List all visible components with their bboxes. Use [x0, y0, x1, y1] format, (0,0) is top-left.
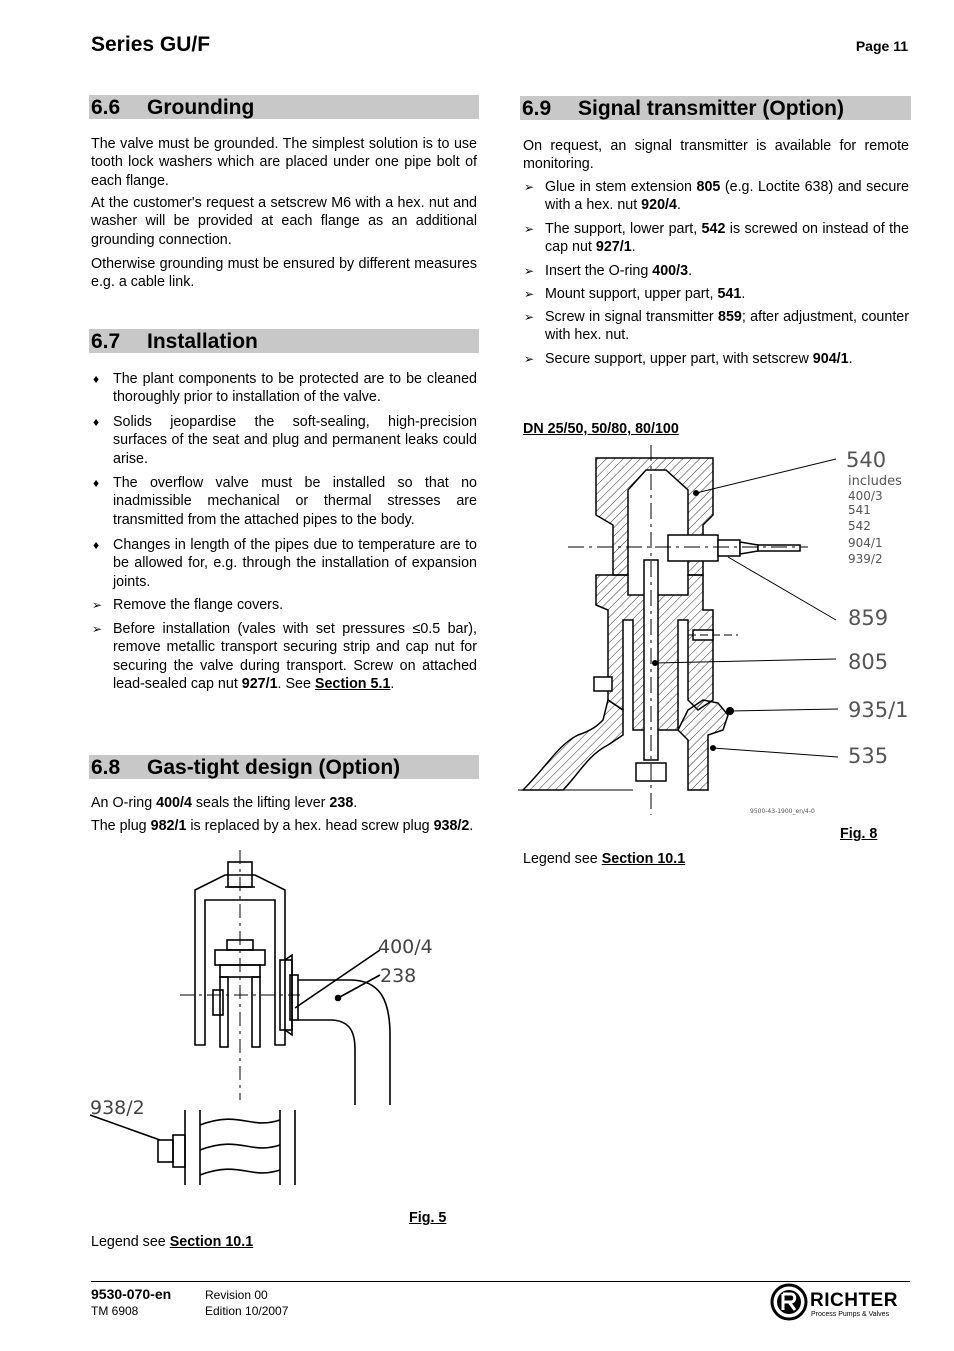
list-item: Solids jeopardise the soft-sealing, high-precision surfaces of the seat and plug and permanent leaks could arise. — [113, 414, 477, 467]
list-item: Remove the flange covers. — [113, 597, 284, 613]
list-item: Insert the O-ring 400/3. — [545, 263, 693, 279]
bullet-arrow-icon: ➢ — [524, 264, 535, 278]
list-item: Changes in length of the pipes due to temperature are to be allowed for, e.g. through the installation of expansion joints. — [113, 537, 477, 590]
section-title: Gas-tight design (Option) — [147, 756, 401, 779]
callout-label: 238 — [380, 965, 417, 987]
paragraph: On request, an signal transmitter is available for remote monitoring. — [523, 138, 909, 173]
bullet-arrow-icon: ➢ — [524, 310, 535, 324]
figure-8-drawing — [518, 445, 910, 820]
paragraph: The valve must be grounded. The simplest solution is to use tooth lock washers which are placed under one pipe bolt of each flange. — [91, 136, 477, 189]
bullet-arrow-icon: ➢ — [524, 352, 535, 366]
list-item: Mount support, upper part, 541. — [545, 286, 746, 302]
callout-label: 400/4 — [378, 936, 433, 958]
document-number: 9530-070-en — [91, 1286, 172, 1302]
callout-label: 535 — [848, 744, 889, 768]
list-item: Glue in stem extension 805 (e.g. Loctite 638) and secure with a hex. nut 920/4. — [545, 179, 909, 214]
section-title: Installation — [147, 330, 258, 353]
section-heading-6-7 — [89, 329, 479, 353]
callout-label: 541 — [848, 503, 871, 517]
callout-label: 939/2 — [848, 552, 883, 566]
bullet-diamond-icon: ♦ — [93, 476, 100, 490]
callout-label: 540 — [846, 448, 887, 472]
callout-label: includes — [848, 474, 902, 489]
bullet-arrow-icon: ➢ — [92, 598, 103, 612]
bullet-arrow-icon: ➢ — [524, 222, 535, 236]
section-link[interactable]: Section 10.1 — [601, 851, 686, 867]
legend-reference: Legend see Section 10.1 — [523, 851, 686, 867]
logo-tagline: Process Pumps & Valves — [811, 1311, 890, 1318]
section-title: Signal transmitter (Option) — [578, 97, 845, 120]
paragraph: The plug 982/1 is replaced by a hex. head screw plug 938/2. — [91, 818, 474, 834]
revision: Revision 00 — [205, 1288, 268, 1302]
section-number: 6.9 — [522, 97, 552, 120]
callout-label: 805 — [848, 650, 889, 674]
section-link[interactable]: Section 10.1 — [169, 1234, 254, 1250]
bullet-diamond-icon: ♦ — [93, 415, 100, 429]
callout-label: 904/1 — [848, 536, 883, 550]
callout-label: 935/1 — [848, 698, 909, 722]
figure-5-drawing — [80, 850, 480, 1210]
paragraph: An O-ring 400/4 seals the lifting lever 238. — [91, 795, 358, 811]
list-item: The plant components to be protected are to be cleaned thoroughly prior to installation of the valve. — [113, 371, 477, 406]
drawing-size-label: DN 25/50, 50/80, 80/100 — [523, 421, 679, 437]
tm-number: TM 6908 — [91, 1304, 139, 1318]
footer-divider — [91, 1281, 910, 1282]
figure-caption: Fig. 5 — [409, 1210, 447, 1226]
list-item: The support, lower part, 542 is screwed on instead of the cap nut 927/1. — [545, 221, 909, 256]
callout-label: 859 — [848, 606, 889, 630]
list-item: Before installation (vales with set pressures ≤0.5 bar), remove metallic transport securing strip and cap nut for securing the valve during transport. Screw on attached lead-sealed cap nut 927/1. See Section 5.1. — [113, 621, 477, 693]
section-heading-6-6 — [89, 95, 479, 119]
callout-label: 938/2 — [90, 1097, 145, 1119]
callout-label: 400/3 — [848, 489, 883, 503]
bullet-arrow-icon: ➢ — [92, 622, 103, 636]
bullet-diamond-icon: ♦ — [93, 372, 100, 386]
section-title: Grounding — [147, 96, 255, 119]
richter-logo-icon — [770, 1283, 810, 1323]
section-number: 6.6 — [91, 96, 121, 119]
bullet-arrow-icon: ➢ — [524, 287, 535, 301]
list-item: The overflow valve must be installed so that no inadmissible mechanical or thermal stresses are transmitted from the attached pipes to the body. — [113, 475, 477, 528]
section-link[interactable]: Section 5.1 — [314, 676, 391, 693]
list-item: Screw in signal transmitter 859; after adjustment, counter with hex. nut. — [545, 309, 910, 344]
page-number: Page 11 — [855, 38, 908, 54]
legend-reference: Legend see Section 10.1 — [91, 1234, 254, 1250]
document-series-title: Series GU/F — [91, 33, 211, 56]
list-item: Secure support, upper part, with setscrew 904/1. — [545, 351, 853, 367]
section-heading-6-9 — [520, 96, 911, 120]
edition: Edition 10/2007 — [205, 1304, 289, 1318]
logo-wordmark: RICHTER — [810, 1290, 898, 1311]
section-number: 6.7 — [91, 330, 121, 353]
drawing-number: 9500-43-1900_en/4-0 — [750, 808, 815, 815]
section-heading-6-8 — [89, 755, 479, 779]
paragraph: At the customer's request a setscrew M6 with a hex. nut and washer will be provided at each flange as an additional grounding connection. — [91, 195, 477, 248]
section-number: 6.8 — [91, 756, 121, 779]
paragraph: Otherwise grounding must be ensured by different measures e.g. a cable link. — [91, 256, 477, 291]
bullet-arrow-icon: ➢ — [524, 180, 535, 194]
bullet-diamond-icon: ♦ — [93, 538, 100, 552]
figure-caption: Fig. 8 — [840, 826, 878, 842]
richter-logo — [770, 1283, 910, 1323]
callout-label: 542 — [848, 519, 871, 533]
